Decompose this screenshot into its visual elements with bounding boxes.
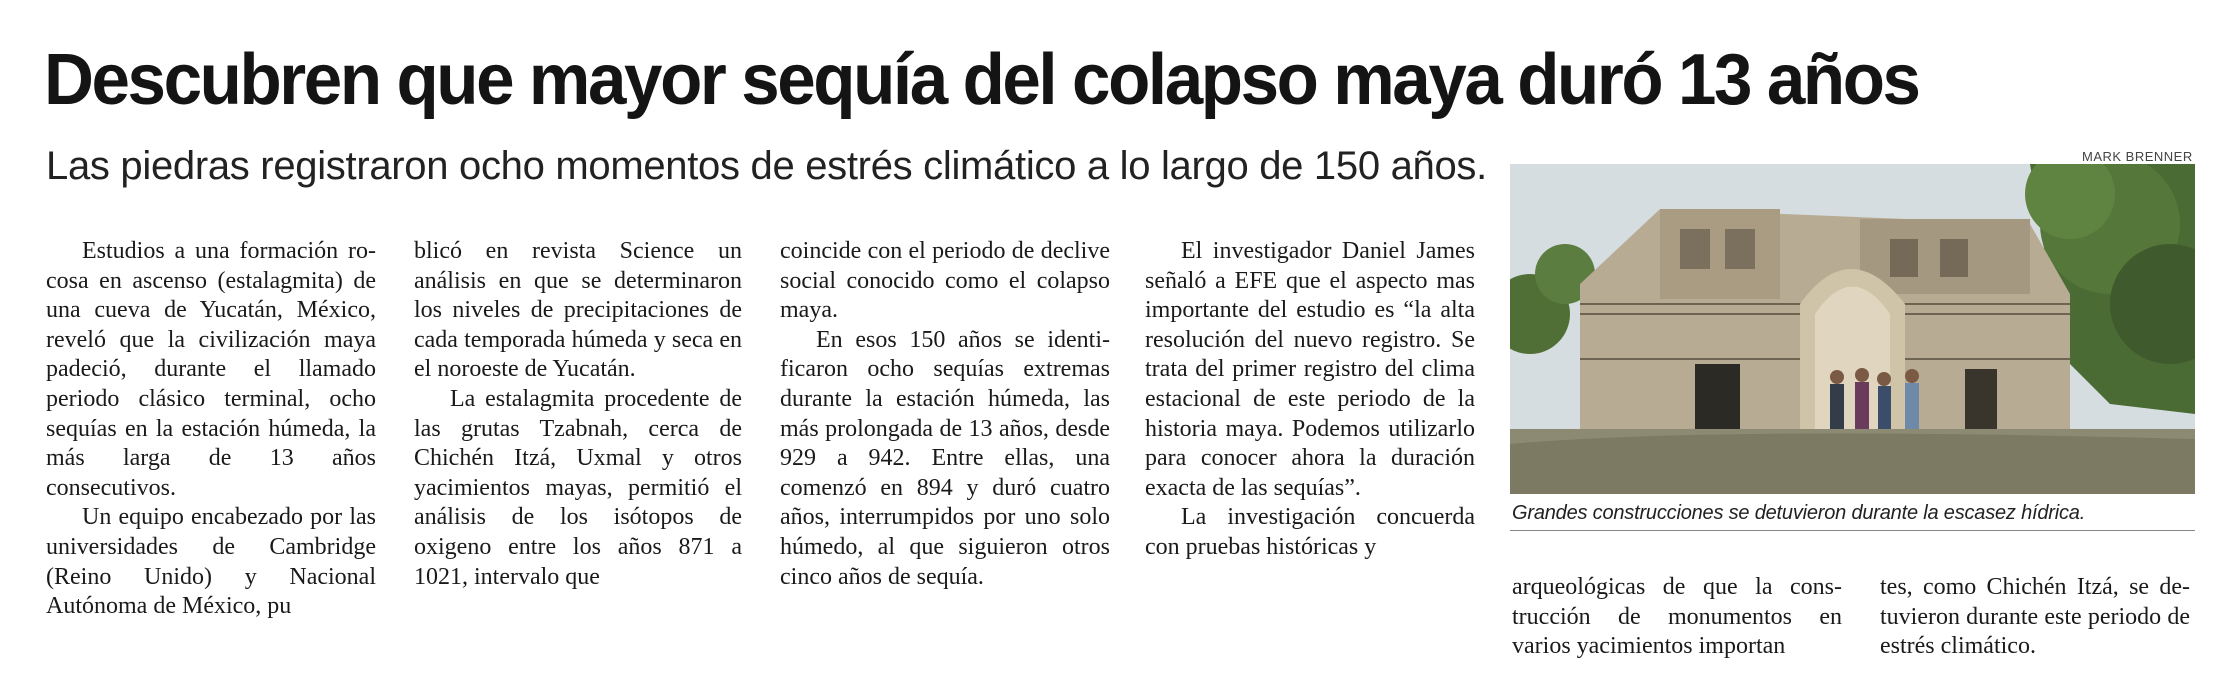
paragraph: arqueológicas de que la construcción de monumentos en varios yacimientos importan xyxy=(1512,574,1842,660)
paragraph: La investigación concuerda con pruebas históricas y xyxy=(1145,504,1475,560)
article-column-5 xyxy=(1512,573,1842,662)
article-photo xyxy=(1510,164,2195,494)
article-column-6 xyxy=(1880,573,2190,662)
subheadline: Las piedras registraron ocho momentos de estrés climático a lo largo de 150 años. xyxy=(46,144,1487,188)
article-column-4 xyxy=(1145,237,1475,563)
article-column-1 xyxy=(46,237,376,622)
photo-credit: MARK BRENNER xyxy=(2082,149,2193,164)
paragraph: En esos 150 años se identificaron ocho sequías extremas durante la estación húmeda, las más prolongada de 13 años, desde 929 a 942. Entre ellas, una comenzó en 894 y duró cuatro años, interrumpidos por uno solo húmedo, al que siguieron otros cinco años de sequía. xyxy=(780,326,1110,590)
article-column-3 xyxy=(780,237,1110,592)
maya-arch-illustration xyxy=(1510,164,2195,494)
paragraph: El investigador Daniel James señaló a EFE que el aspecto mas importante del estudio es “la alta resolución del nuevo registro. Se trata del primer registro del clima estacional de este periodo de la historia maya. Podemos utilizarlo para conocer ahora la duración exacta de las sequías”. xyxy=(1145,238,1475,501)
paragraph: tes, como Chichén Itzá, se detuvieron durante este periodo de estrés climático. xyxy=(1880,574,2190,660)
paragraph: Estudios a una formación rocosa en ascenso (estalagmita) de una cueva de Yucatán, México, reveló que la civilización maya padeció, durante el llamado periodo clásico terminal, ocho sequías en la estación húmeda, la más larga de 13 años consecutivos. xyxy=(46,238,376,501)
paragraph: La estalagmita procedente de las grutas Tzabnah, cerca de Chichén Itzá, Uxmal y otros yacimientos mayas, permitió el análisis de los isótopos de oxigeno entre los años 871 a 1021, intervalo que xyxy=(414,385,742,590)
caption-divider xyxy=(1510,530,2195,531)
headline: Descubren que mayor sequía del colapso maya duró 13 años xyxy=(44,40,1919,120)
paragraph: Un equipo encabezado por las universidades de Cambridge (Reino Unido) y Nacional Autónoma de México, pu xyxy=(46,504,376,620)
paragraph: coincide con el periodo de declive social conocido como el colapso maya. xyxy=(780,238,1110,324)
photo-caption: Grandes construcciones se detuvieron durante la escasez hídrica. xyxy=(1512,502,2086,524)
paragraph: blicó en revista Science un análisis en que se determinaron los niveles de precipitaciones de cada temporada húmeda y seca en el noroeste de Yucatán. xyxy=(414,238,742,383)
article-column-2 xyxy=(414,237,742,592)
